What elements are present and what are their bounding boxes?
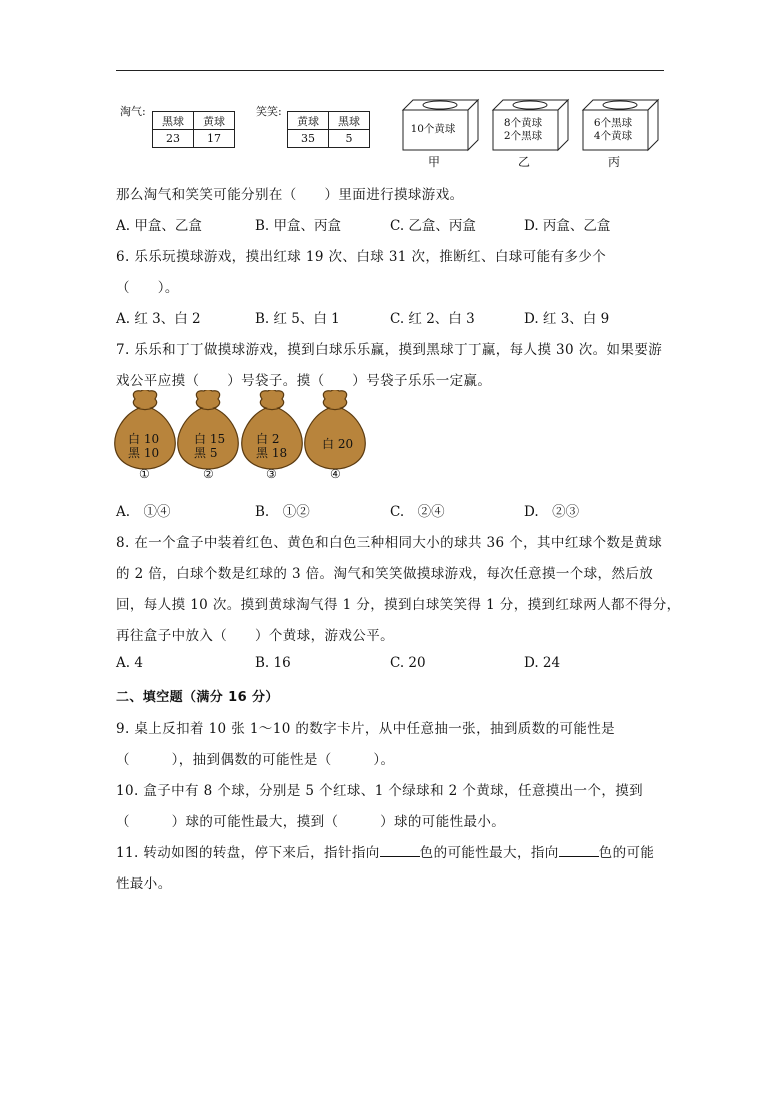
q11-part-2: 色的可能性最大，指向 [419,845,559,861]
q11-part-1: 11. 转动如图的转盘，停下来后，指针指向 [116,845,380,861]
bag-4-number: ④ [330,467,341,481]
q6-option-b: B. 红 5、白 1 [255,311,340,327]
q5-option-b: B. 甲盒、丙盒 [255,218,342,234]
q11-line-2: 性最小。 [116,876,172,892]
q11-part-3: 色的可能 [598,845,655,861]
q8-line-1: 8. 在一个盒子中装着红色、黄色和白色三种相同大小的球共 36 个，其中红球个数是黄球 [116,535,663,551]
q6-option-d: D. 红 3、白 9 [524,311,610,327]
q5-option-d: D. 丙盒、乙盒 [524,218,611,234]
header-rule [116,70,664,71]
q8-option-d: D. 24 [524,655,561,671]
q11-blank-1[interactable] [380,844,420,857]
q7-option-c: C. ②④ [390,504,445,520]
q8-option-c: C. 20 [390,655,426,671]
box-bing-label-1: 6个黑球 [593,117,633,129]
q5-stem: 那么淘气和笑笑可能分别在（ ）里面进行摸球游戏。 [116,187,464,203]
box-bing-caption: 丙 [608,155,621,169]
taoqi-value-2: 17 [194,130,235,148]
taoqi-header-2: 黄球 [194,112,235,130]
bag-3-number: ③ [266,467,277,481]
q6-line-2: （ ）。 [116,280,179,296]
taoqi-table [152,111,235,148]
q7-option-a: A. ①④ [116,504,171,520]
box-yi-label-1: 8个黄球 [503,117,543,129]
taoqi-value-1: 23 [153,130,194,148]
bag-1-number: ① [139,467,150,481]
bag-2-number: ② [203,467,214,481]
q10-line-1: 10. 盒子中有 8 个球，分别是 5 个红球、1 个绿球和 2 个黄球，任意摸出一个，摸到 [116,783,644,799]
bag-2-white: 白 15 [194,432,226,446]
taoqi-label: 淘气: [120,105,146,118]
q9-line-2: （ ），抽到偶数的可能性是（ ）。 [116,752,395,768]
box-bing-label-2: 4个黄球 [593,130,633,142]
bag-1-white: 白 10 [128,432,160,446]
q8-line-3: 回，每人摸 10 次。摸到黄球淘气得 1 分，摸到白球笑笑得 1 分，摸到红球两人都不得分， [116,597,681,613]
xiaoxiao-label: 笑笑: [256,105,282,118]
box-yi-label-2: 2个黑球 [503,130,543,142]
q10-line-2: （ ）球的可能性最大，摸到（ ）球的可能性最小。 [116,814,506,830]
q8-line-2: 的 2 倍，白球个数是红球的 3 倍。淘气和笑笑做摸球游戏，每次任意摸一个球，然后放 [116,566,654,582]
q11-blank-2[interactable] [559,844,599,857]
q7-line-2: 戏公平应摸（ ）号袋子。摸（ ）号袋子乐乐一定赢。 [116,373,492,389]
xiaoxiao-value-1: 35 [288,130,329,148]
xiaoxiao-header-1: 黄球 [288,112,329,130]
bag-1-black: 黑 10 [128,446,160,460]
bag-2-black: 黑 5 [194,446,218,460]
section-2-title: 二、填空题（满分 16 分） [116,690,279,705]
q6-line-1: 6. 乐乐玩摸球游戏，摸出红球 19 次、白球 31 次，推断红、白球可能有多少个 [116,249,607,265]
bag-4-shape [305,390,366,469]
taoqi-header-1: 黑球 [153,112,194,130]
box-jia-label: 10个黄球 [410,123,456,135]
q6-option-c: C. 红 2、白 3 [390,311,475,327]
q5-option-a: A. 甲盒、乙盒 [116,218,202,234]
q11-line-1 [116,841,654,861]
q8-option-a: A. 4 [116,655,143,671]
q8-option-b: B. 16 [255,655,291,671]
xiaoxiao-header-2: 黑球 [329,112,370,130]
q7-option-d: D. ②③ [524,504,580,520]
xiaoxiao-table [287,111,370,148]
box-jia-caption: 甲 [428,155,441,169]
bag-3-black: 黑 18 [256,446,288,460]
q9-line-1: 9. 桌上反扣着 10 张 1～10 的数字卡片，从中任意抽一张，抽到质数的可能性是 [116,721,616,737]
box-yi-caption: 乙 [518,155,531,169]
xiaoxiao-value-2: 5 [329,130,370,148]
q6-option-a: A. 红 3、白 2 [116,311,201,327]
q8-line-4: 再往盒子中放入（ ）个黄球，游戏公平。 [116,628,394,644]
bag-3-white: 白 2 [256,432,280,446]
q5-option-c: C. 乙盒、丙盒 [390,218,476,234]
q7-line-1: 7. 乐乐和丁丁做摸球游戏，摸到白球乐乐赢，摸到黑球丁丁赢，每人摸 30 次。如果要游 [116,342,663,358]
q7-option-b: B. ①② [255,504,310,520]
bag-4-white: 白 20 [322,437,354,451]
